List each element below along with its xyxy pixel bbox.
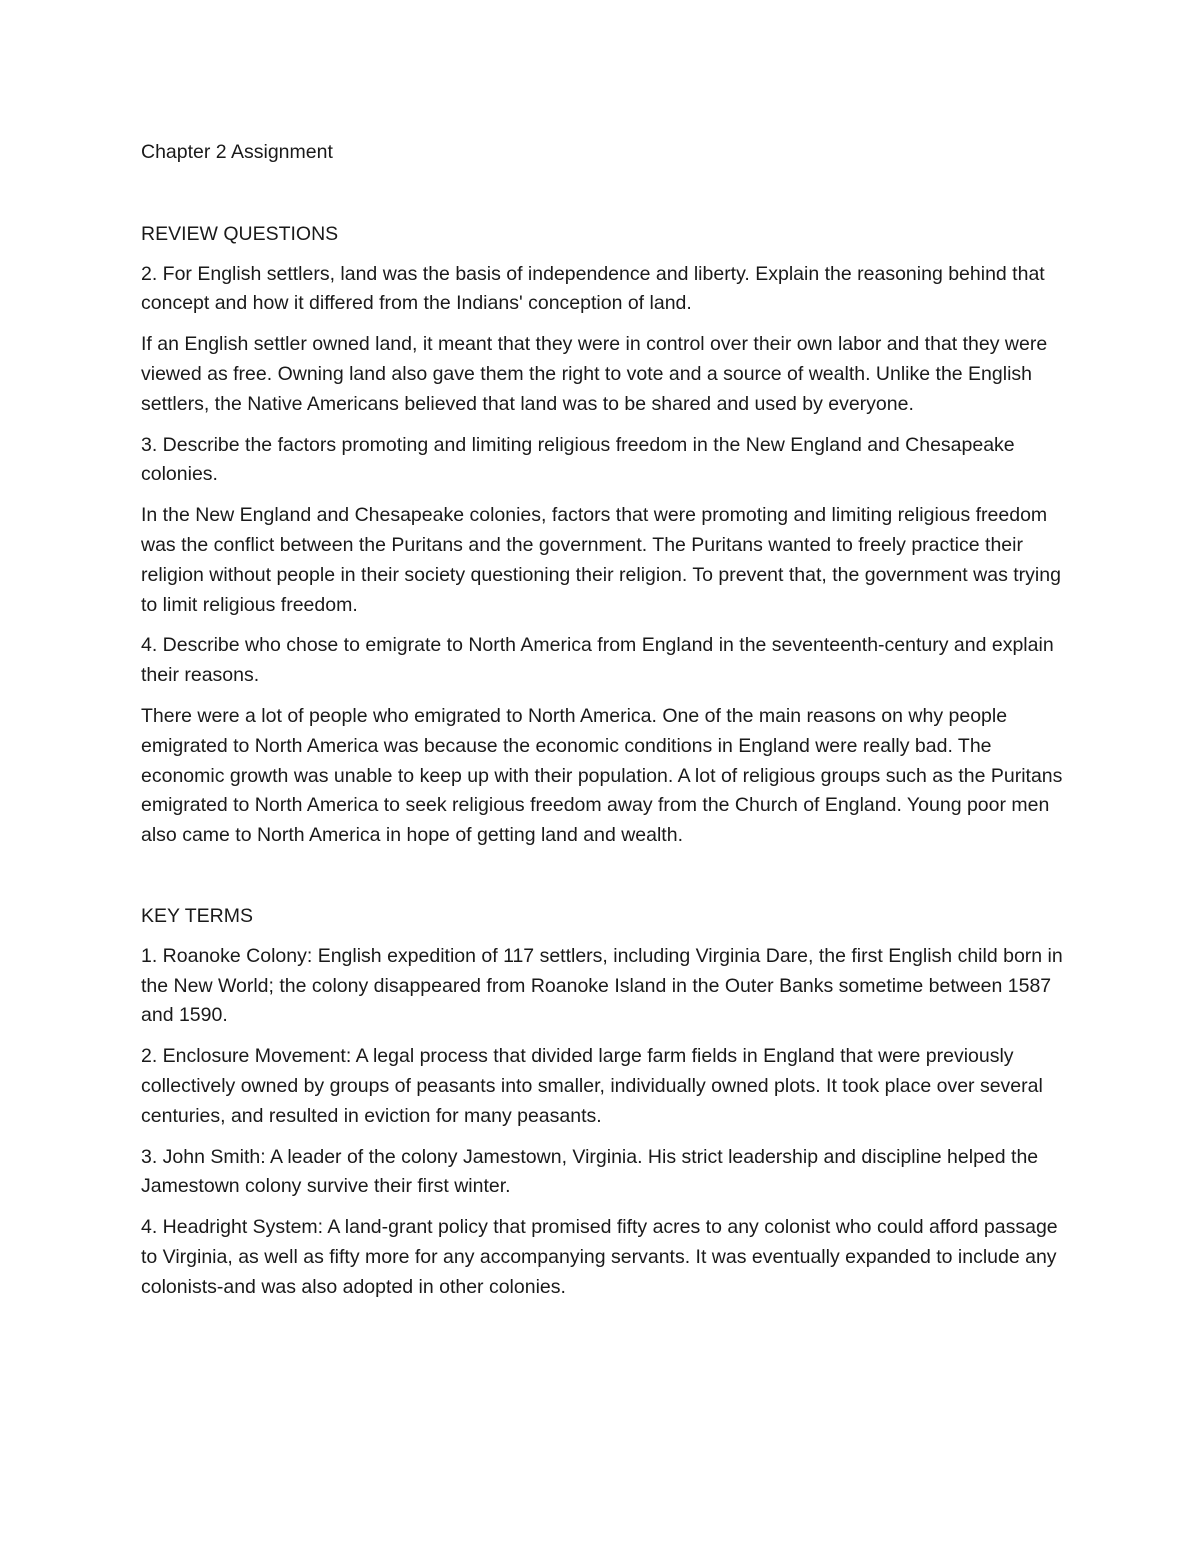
section-spacer (141, 862, 1066, 902)
key-terms-heading: KEY TERMS (141, 904, 253, 927)
answer-2: If an English settler owned land, it meant that they were in control over their own labor and that they were viewed as free. Owning land also gave them the right to vote and a source of wealth. Unlike the English settlers, the Native Americans believed that land was to be shared and used by everyone. (141, 333, 1048, 415)
question-4: 4. Describe who chose to emigrate to North America from England in the seventeenth-century and explain their reasons. (141, 634, 1054, 687)
document-body (141, 138, 1066, 1314)
review-questions-section (141, 220, 1066, 851)
question-3: 3. Describe the factors promoting and limiting religious freedom in the New England and Chesapeake colonies. (141, 433, 1015, 486)
answer-4: There were a lot of people who emigrated to North America. One of the main reasons on why people emigrated to North America was because the economic conditions in England were really bad. The economic growth was unable to keep up with their population. A lot of religious groups such as the Puritans emigrated to North America to seek religious freedom away from the Church of England. Young poor men also came to North America in hope of getting land and wealth. (141, 704, 1063, 847)
key-term-enclosure-movement: 2. Enclosure Movement: A legal process that divided large farm fields in England that were previously collectively owned by groups of peasants into smaller, individually owned plots. It took place over several centuries, and resulted in eviction for many peasants. (141, 1045, 1043, 1127)
answer-3: In the New England and Chesapeake colonies, factors that were promoting and limiting religious freedom was the conflict between the Puritans and the government. The Puritans wanted to freely practice their religion without people in their society questioning their religion. To prevent that, the government was trying to limit religious freedom. (141, 504, 1061, 616)
question-2: 2. For English settlers, land was the basis of independence and liberty. Explain the reasoning behind that concept and how it differed from the Indians' conception of land. (141, 262, 1045, 315)
key-term-roanoke-colony: 1. Roanoke Colony: English expedition of 117 settlers, including Virginia Dare, the first English child born in the New World; the colony disappeared from Roanoke Island in the Outer Banks sometime between 1587 and 1590. (141, 944, 1063, 1027)
document-title: Chapter 2 Assignment (141, 141, 333, 163)
key-term-john-smith: 3. John Smith: A leader of the colony Jamestown, Virginia. His strict leadership and discipline helped the Jamestown colony survive their first winter. (141, 1145, 1039, 1198)
key-terms-section (141, 902, 1066, 1303)
review-questions-heading: REVIEW QUESTIONS (141, 222, 339, 245)
key-term-headright-system: 4. Headright System: A land-grant policy that promised fifty acres to any colonist who could afford passage to Virginia, as well as fifty more for any accompanying servants. It was eventually expanded to include any colonists-and was also adopted in other colonies. (141, 1216, 1058, 1298)
